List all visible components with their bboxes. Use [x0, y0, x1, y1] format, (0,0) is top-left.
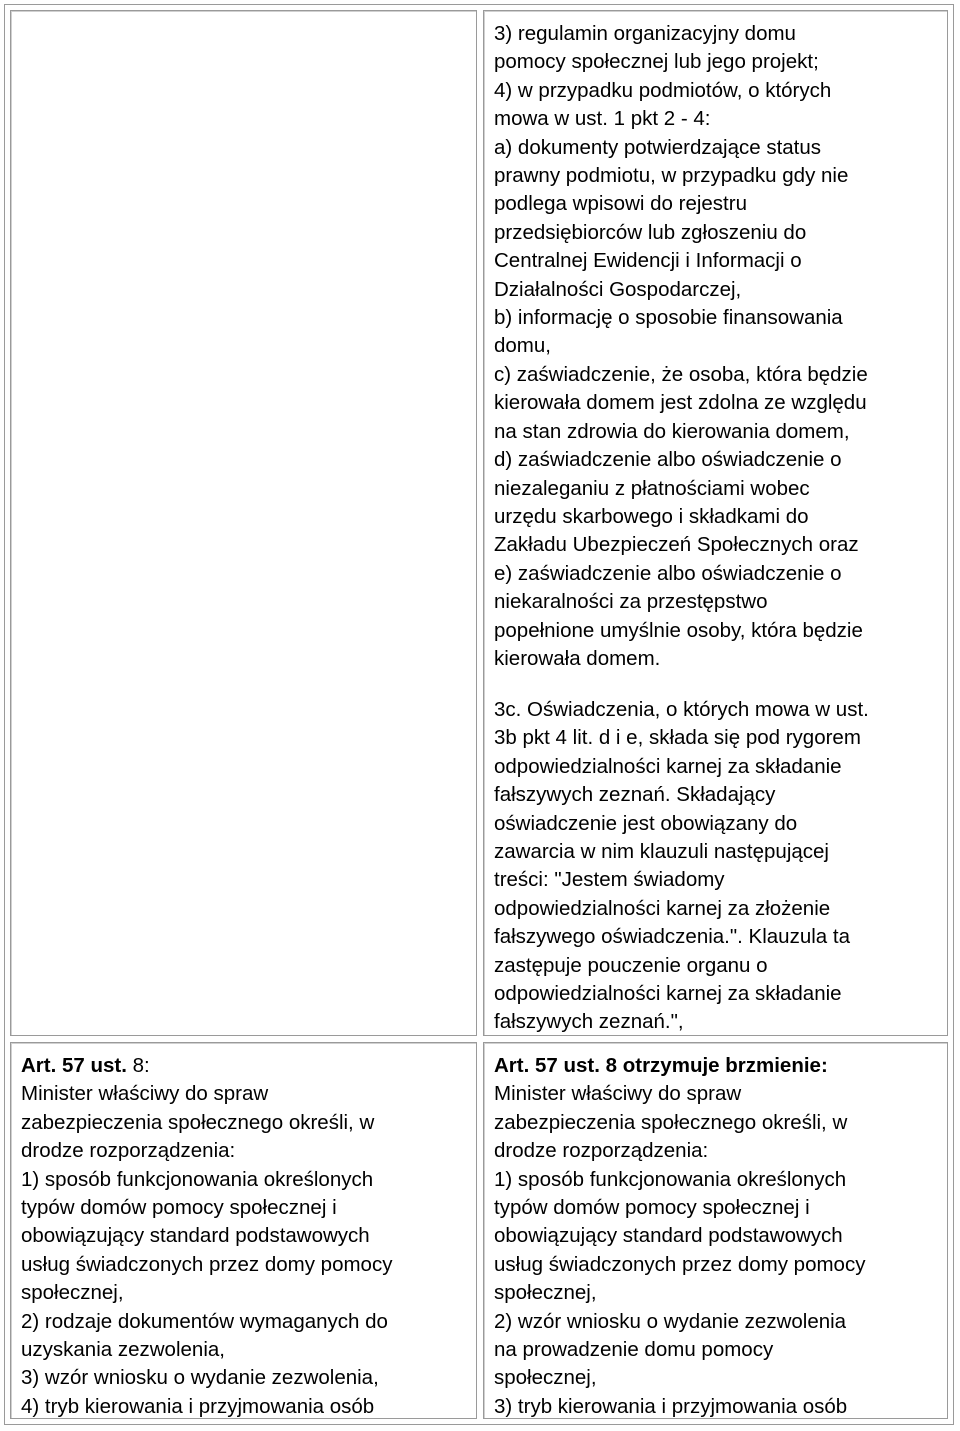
article-heading-rest: 8: [126, 1054, 150, 1077]
article-heading: Art. 57 ust. [21, 1054, 127, 1077]
text-block-art57-old [21, 1052, 470, 1421]
article-body: Minister właściwy do spraw zabezpieczenia społecznego określi, w drodze rozporządzenia: 1) sposób funkcjonowania określonych typów domów pomocy społecznej i obowiązujący standard podstawowych usług świadczonych przez domy pomocy społecznej, 2) wzór wniosku o wydanie zezwolenia na prowadzenie domu pomocy społecznej, 3) tryb kierowania i przyjmowania osób [494, 1082, 866, 1418]
comparison-table [4, 4, 954, 1425]
cell-left-top-empty [10, 10, 477, 1036]
text-block-3c-declarations: 3c. Oświadczenia, o których mowa w ust. 3b pkt 4 lit. d i e, składa się pod rygorem odpowiedzialności karnej za składanie fałszywych zeznań. Składający oświadczenie jest obowiązany do zawarcia w nim klauzuli następującej treści: "Jestem świadomy odpowiedzialności karnej za złożenie fałszywego oświadczenia.". Klauzula ta zastępuje pouczenie organu o odpowiedzialności karnej za składanie fałszywych zeznań.", [494, 698, 869, 1034]
cell-right-bottom [483, 1042, 948, 1419]
article-body: Minister właściwy do spraw zabezpieczenia społecznego określi, w drodze rozporządzenia: 1) sposób funkcjonowania określonych typów domów pomocy społecznej i obowiązujący standard podstawowych usług świadczonych przez domy pomocy społecznej, 2) rodzaje dokumentów wymaganych do uzyskania zezwolenia, 3) wzór wniosku o wydanie zezwolenia, 4) tryb kierowania i przyjmowania osób [21, 1082, 393, 1418]
text-block-documents-list: 3) regulamin organizacyjny domu pomocy społecznej lub jego projekt; 4) w przypadku podmiotów, o których mowa w ust. 1 pkt 2 - 4: a) dokumenty potwierdzające status prawny podmiotu, w przypadku gdy nie podlega wpisowi do rejestru przedsiębiorców lub zgłoszeniu do Centralnej Ewidencji i Informacji o Działalności Gospodarczej, b) informację o sposobie finansowania domu, c) zaświadczenie, że osoba, która będzie kierowała domem jest zdolna ze względu na stan zdrowia do kierowania domem, d) zaświadczenie albo oświadczenie o niezaleganiu z płatnościami wobec urzędu skarbowego i składkami do Zakładu Ubezpieczeń Społecznych oraz e) zaświadczenie albo oświadczenie o niekaralności za przestępstwo popełnione umyślnie osoby, która będzie kierowała domem. [494, 22, 868, 670]
cell-left-bottom [10, 1042, 477, 1419]
cell-right-top [483, 10, 948, 1036]
text-block-art57-new [494, 1052, 941, 1421]
article-heading: Art. 57 ust. 8 otrzymuje brzmienie: [494, 1054, 828, 1077]
